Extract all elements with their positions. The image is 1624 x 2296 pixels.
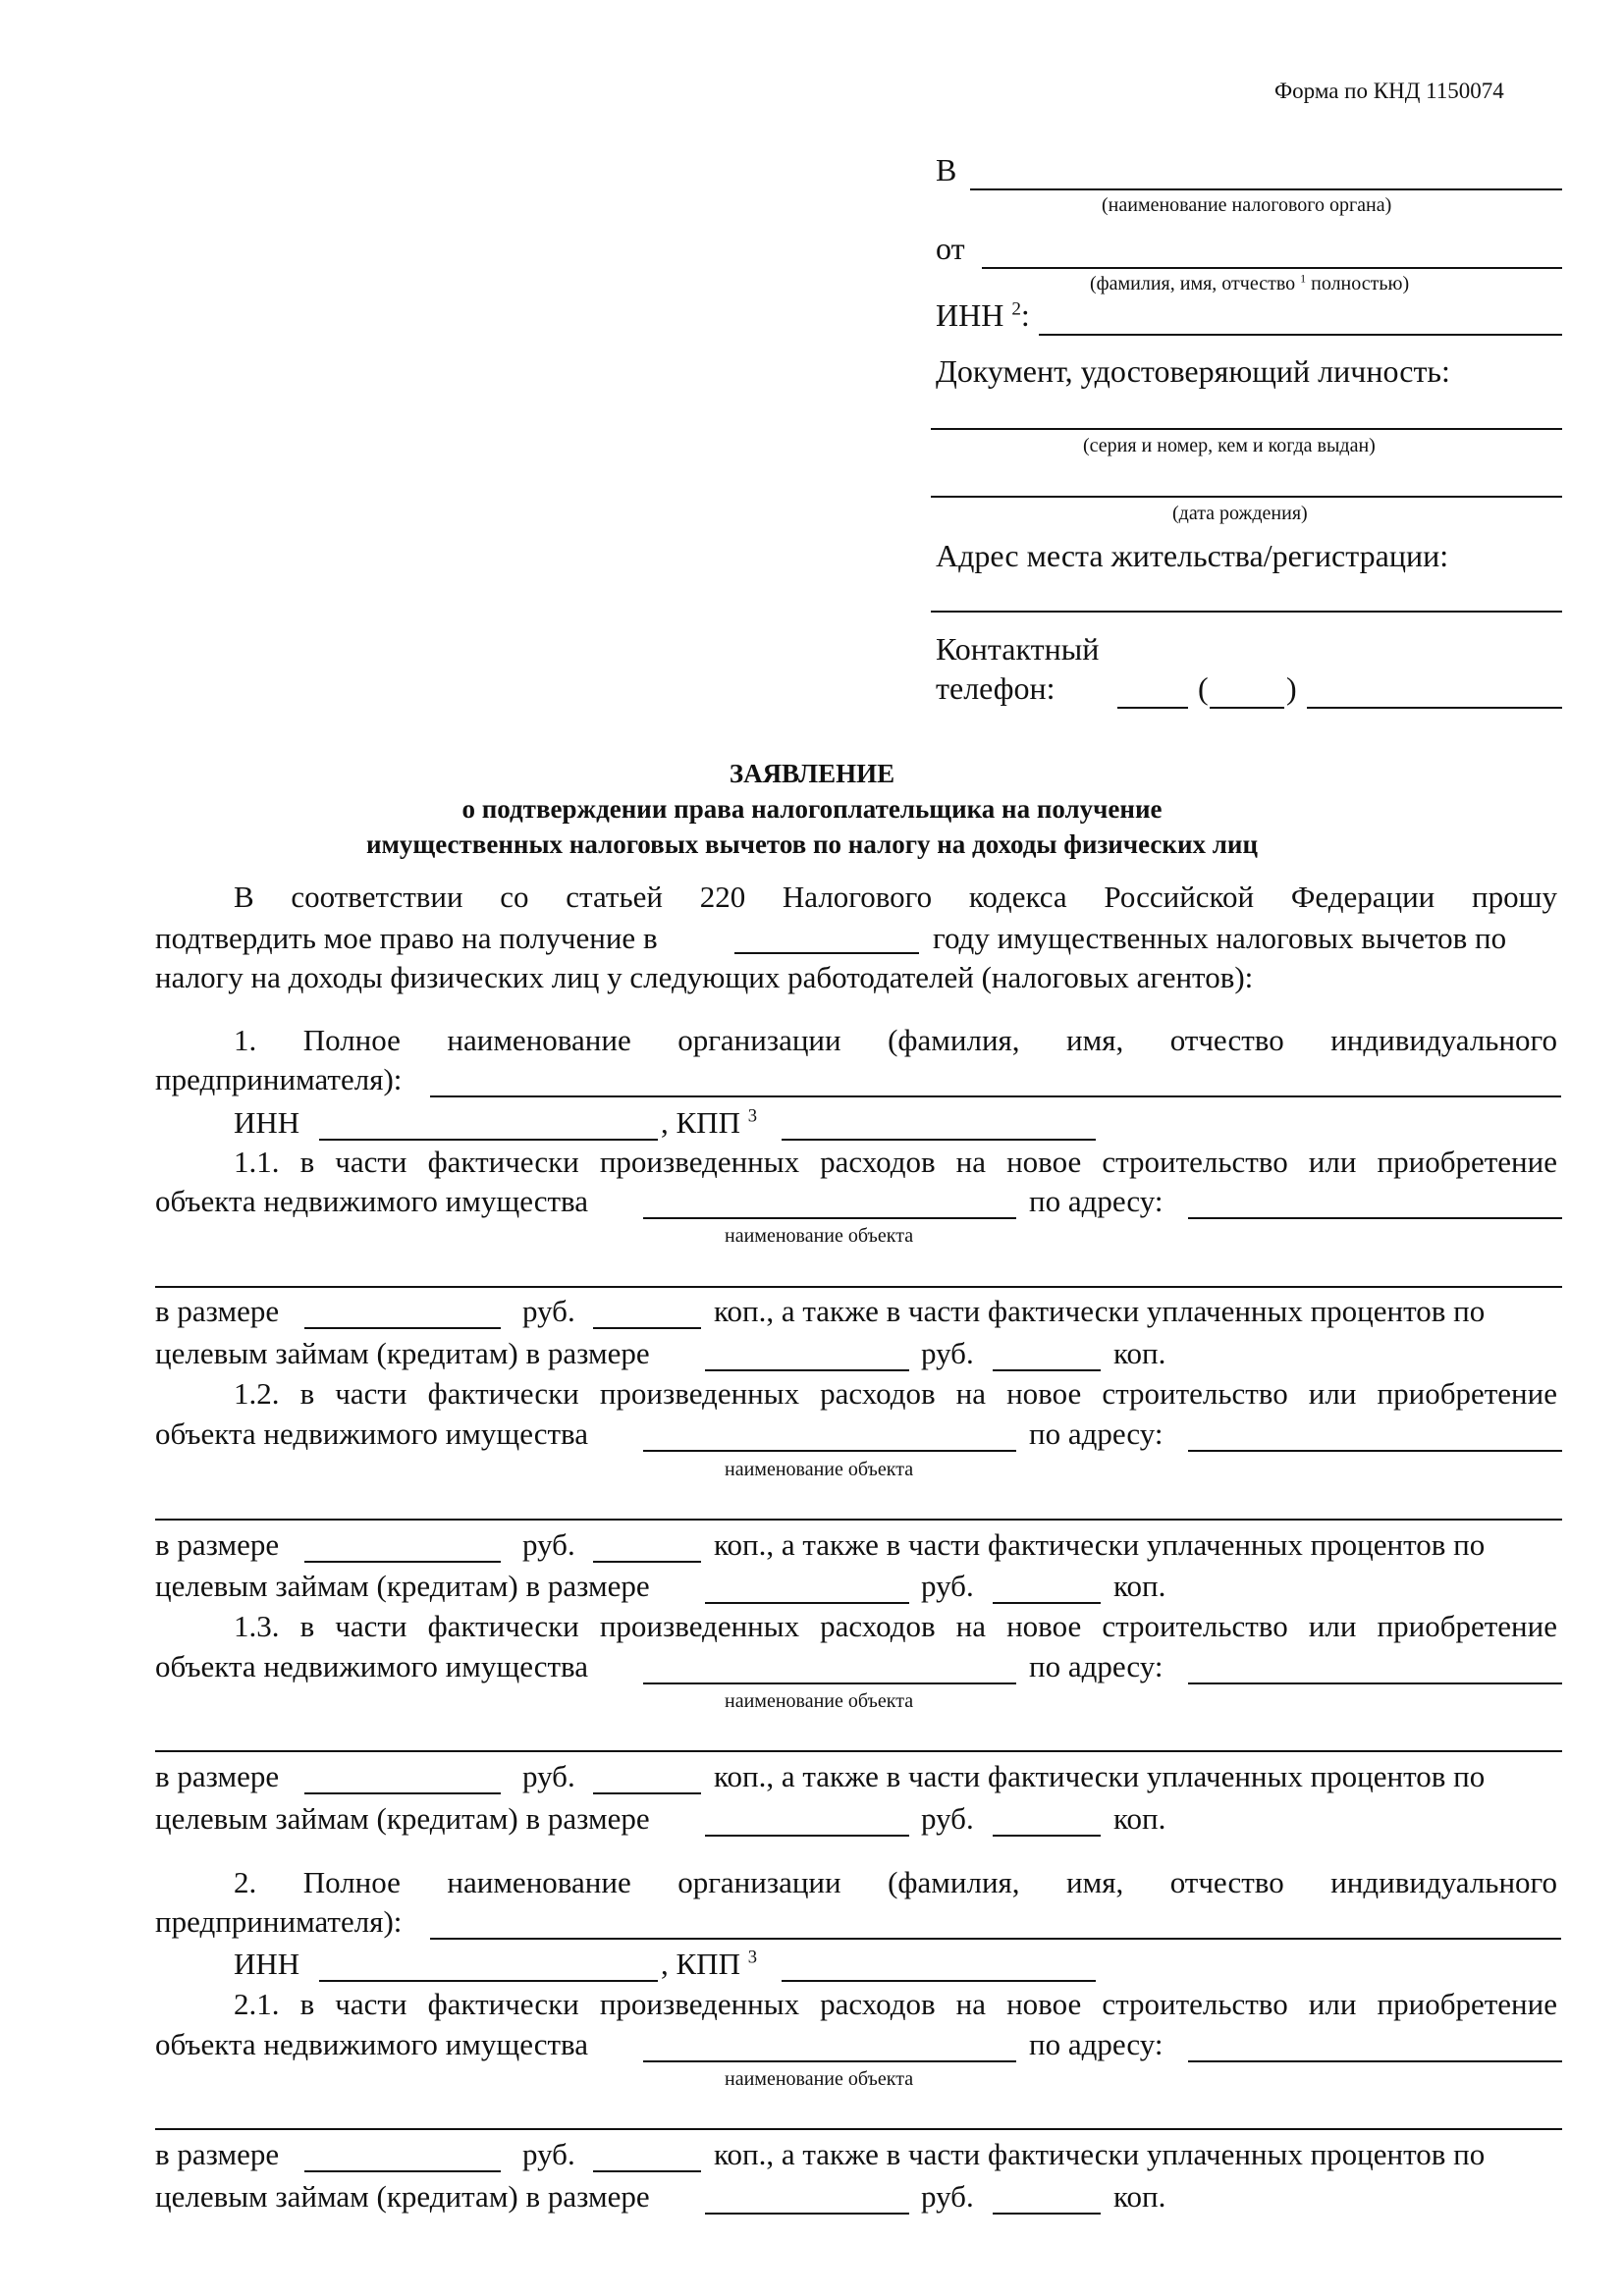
item-1-1-rub-label: руб. bbox=[522, 1294, 575, 1328]
item-1-2-address-label: по адресу: bbox=[1029, 1416, 1164, 1451]
item-1-1-object-field[interactable] bbox=[643, 1217, 1016, 1219]
item-1-3-loans-kop-label: коп. bbox=[1113, 1801, 1166, 1836]
intro-line1: В соответствии со статьей 220 Налогового кодекса Российской Федерации прошу bbox=[234, 880, 1557, 914]
org1-inn-field[interactable] bbox=[319, 1139, 658, 1141]
org2-inn-field[interactable] bbox=[319, 1980, 658, 1982]
tax-authority-field[interactable] bbox=[970, 188, 1562, 190]
phone-paren-close: ) bbox=[1286, 670, 1297, 706]
org1-inn-label: ИНН bbox=[234, 1105, 300, 1140]
item-1-3-amount-label: в размере bbox=[155, 1759, 280, 1793]
org2-name-field[interactable] bbox=[430, 1938, 1561, 1940]
org2-heading-line1: 2. Полное наименование организации (фамилия, имя, отчество индивидуального bbox=[234, 1865, 1557, 1899]
address-label: Адрес места жительства/регистрации: bbox=[936, 538, 1449, 573]
item-1-1-address-field[interactable] bbox=[1188, 1217, 1562, 1219]
org1-kpp-field[interactable] bbox=[782, 1139, 1096, 1141]
item-1-3-loans-rub-label: руб. bbox=[921, 1801, 974, 1836]
item-2-1-loans-rub-label: руб. bbox=[921, 2179, 974, 2214]
item-2-1-rub-label: руб. bbox=[522, 2137, 575, 2171]
identity-document-label: Документ, удостоверяющий личность: bbox=[936, 353, 1450, 389]
intro-line2-b: году имущественных налоговых вычетов по bbox=[933, 921, 1507, 955]
item-1-2-loans-kop-field[interactable] bbox=[993, 1602, 1101, 1604]
item-1-1-loans-kop-label: коп. bbox=[1113, 1336, 1166, 1370]
item-1-3-object-field[interactable] bbox=[643, 1682, 1016, 1684]
item-1-3-object-label: объекта недвижимого имущества bbox=[155, 1649, 589, 1683]
item-1-3-loans-rub-field[interactable] bbox=[705, 1835, 909, 1837]
phone-area-code-field[interactable] bbox=[1210, 707, 1284, 709]
address-field[interactable] bbox=[931, 611, 1562, 613]
org2-heading-line2: предпринимателя): bbox=[155, 1904, 403, 1939]
org1-heading-line2: предпринимателя): bbox=[155, 1062, 403, 1096]
org1-heading-line1: 1. Полное наименование организации (фамилия, имя, отчество индивидуального bbox=[234, 1023, 1557, 1057]
item-1-1-address-field-cont[interactable] bbox=[155, 1286, 1562, 1288]
intro-line2-a: подтвердить мое право на получение в bbox=[155, 921, 658, 955]
item-1-1-loans-label: целевым займам (кредитам) в размере bbox=[155, 1336, 650, 1370]
item-1-1-loans-kop-field[interactable] bbox=[993, 1369, 1101, 1371]
item-1-2-rub-label: руб. bbox=[522, 1527, 575, 1562]
item-2-1-amount-kop-field[interactable] bbox=[593, 2170, 701, 2172]
intro-line3: налогу на доходы физических лиц у следующих работодателей (налоговых агентов): bbox=[155, 960, 1254, 994]
item-1-2-line1: 1.2. в части фактически произведенных расходов на новое строительство или приобретение bbox=[234, 1376, 1557, 1411]
org2-inn-label: ИНН bbox=[234, 1947, 300, 1981]
item-2-1-kop-tail: коп., а также в части фактически уплаченных процентов по bbox=[714, 2137, 1486, 2171]
birth-date-field[interactable] bbox=[931, 496, 1562, 498]
item-2-1-object-label: объекта недвижимого имущества bbox=[155, 2027, 589, 2061]
item-1-2-loans-rub-label: руб. bbox=[921, 1569, 974, 1603]
item-1-2-amount-kop-field[interactable] bbox=[593, 1561, 701, 1563]
document-subtitle-line2: имущественных налоговых вычетов по налогу на доходы физических лиц bbox=[365, 829, 1259, 859]
phone-label-line1: Контактный bbox=[936, 631, 1100, 667]
item-1-2-object-label: объекта недвижимого имущества bbox=[155, 1416, 589, 1451]
inn-label: ИНН $^2$: bbox=[936, 297, 1030, 333]
form-code: Форма по КНД 1150074 bbox=[1274, 79, 1504, 103]
item-1-2-kop-tail: коп., а также в части фактически уплаченных процентов по bbox=[714, 1527, 1486, 1562]
item-2-1-loans-rub-field[interactable] bbox=[705, 2213, 909, 2215]
item-2-1-address-field-cont[interactable] bbox=[155, 2128, 1562, 2130]
item-2-1-object-field[interactable] bbox=[643, 2060, 1016, 2062]
org2-kpp-label: , КПП $^3$ bbox=[661, 1947, 757, 1981]
item-1-1-loans-rub-field[interactable] bbox=[705, 1369, 909, 1371]
item-2-1-amount-rub-field[interactable] bbox=[304, 2170, 501, 2172]
item-1-3-amount-rub-field[interactable] bbox=[304, 1792, 501, 1794]
item-1-2-loans-kop-label: коп. bbox=[1113, 1569, 1166, 1603]
item-2-1-loans-kop-label: коп. bbox=[1113, 2179, 1166, 2214]
item-1-3-amount-kop-field[interactable] bbox=[593, 1792, 701, 1794]
item-2-1-object-caption: наименование объекта bbox=[725, 2068, 914, 2090]
item-1-2-address-field-cont[interactable] bbox=[155, 1519, 1562, 1521]
inn-field[interactable] bbox=[1039, 334, 1562, 336]
item-1-2-amount-label: в размере bbox=[155, 1527, 280, 1562]
item-1-3-loans-kop-field[interactable] bbox=[993, 1835, 1101, 1837]
item-1-2-address-field[interactable] bbox=[1188, 1450, 1562, 1452]
phone-paren-open: ( bbox=[1198, 670, 1209, 706]
identity-document-field[interactable] bbox=[931, 428, 1562, 430]
item-2-1-address-label: по адресу: bbox=[1029, 2027, 1164, 2061]
item-1-3-kop-tail: коп., а также в части фактически уплаченных процентов по bbox=[714, 1759, 1486, 1793]
item-1-2-amount-rub-field[interactable] bbox=[304, 1561, 501, 1563]
phone-country-code-field[interactable] bbox=[1117, 707, 1188, 709]
item-1-3-address-label: по адресу: bbox=[1029, 1649, 1164, 1683]
item-1-1-address-label: по адресу: bbox=[1029, 1184, 1164, 1218]
item-2-1-loans-label: целевым займам (кредитам) в размере bbox=[155, 2179, 650, 2214]
item-1-2-loans-label: целевым займам (кредитам) в размере bbox=[155, 1569, 650, 1603]
item-1-3-rub-label: руб. bbox=[522, 1759, 575, 1793]
item-1-2-object-caption: наименование объекта bbox=[725, 1459, 914, 1480]
item-1-1-line1: 1.1. в части фактически произведенных расходов на новое строительство или приобретение bbox=[234, 1145, 1557, 1179]
item-1-2-object-field[interactable] bbox=[643, 1450, 1016, 1452]
item-2-1-loans-kop-field[interactable] bbox=[993, 2213, 1101, 2215]
tax-authority-caption: (наименование налогового органа) bbox=[1102, 194, 1392, 216]
item-1-1-object-caption: наименование объекта bbox=[725, 1225, 914, 1247]
item-2-1-amount-label: в размере bbox=[155, 2137, 280, 2171]
phone-label-line2: телефон: bbox=[936, 670, 1056, 706]
item-1-1-object-label: объекта недвижимого имущества bbox=[155, 1184, 589, 1218]
item-1-3-loans-label: целевым займам (кредитам) в размере bbox=[155, 1801, 650, 1836]
document-subtitle-line1: о подтверждении права налогоплательщика на получение bbox=[461, 794, 1163, 824]
full-name-caption: (фамилия, имя, отчество $^1$ полностью) bbox=[1090, 271, 1410, 294]
item-2-1-line1: 2.1. в части фактически произведенных расходов на новое строительство или приобретение bbox=[234, 1987, 1557, 2021]
item-1-3-address-field[interactable] bbox=[1188, 1682, 1562, 1684]
item-1-3-object-caption: наименование объекта bbox=[725, 1690, 914, 1712]
org1-kpp-label: , КПП $^3$ bbox=[661, 1105, 757, 1140]
item-1-1-loans-rub-label: руб. bbox=[921, 1336, 974, 1370]
item-1-1-amount-kop-field[interactable] bbox=[593, 1327, 701, 1329]
identity-document-caption: (серия и номер, кем и когда выдан) bbox=[1083, 435, 1376, 456]
item-1-1-kop-tail: коп., а также в части фактически уплаченных процентов по bbox=[714, 1294, 1486, 1328]
full-name-field[interactable] bbox=[982, 267, 1562, 269]
item-1-1-amount-label: в размере bbox=[155, 1294, 280, 1328]
deduction-year-field[interactable] bbox=[734, 952, 919, 954]
item-1-1-amount-rub-field[interactable] bbox=[304, 1327, 501, 1329]
phone-number-field[interactable] bbox=[1307, 707, 1562, 709]
org2-kpp-field[interactable] bbox=[782, 1980, 1096, 1982]
item-1-3-line1: 1.3. в части фактически произведенных расходов на новое строительство или приобретение bbox=[234, 1609, 1557, 1643]
item-1-2-loans-rub-field[interactable] bbox=[705, 1602, 909, 1604]
from-label: от bbox=[936, 231, 965, 266]
item-1-3-address-field-cont[interactable] bbox=[155, 1750, 1562, 1752]
org1-name-field[interactable] bbox=[430, 1095, 1561, 1097]
to-label: В bbox=[936, 152, 957, 187]
birth-date-caption: (дата рождения) bbox=[1172, 503, 1308, 524]
item-2-1-address-field[interactable] bbox=[1188, 2060, 1562, 2062]
document-title: ЗАЯВЛЕНИЕ bbox=[729, 759, 895, 788]
